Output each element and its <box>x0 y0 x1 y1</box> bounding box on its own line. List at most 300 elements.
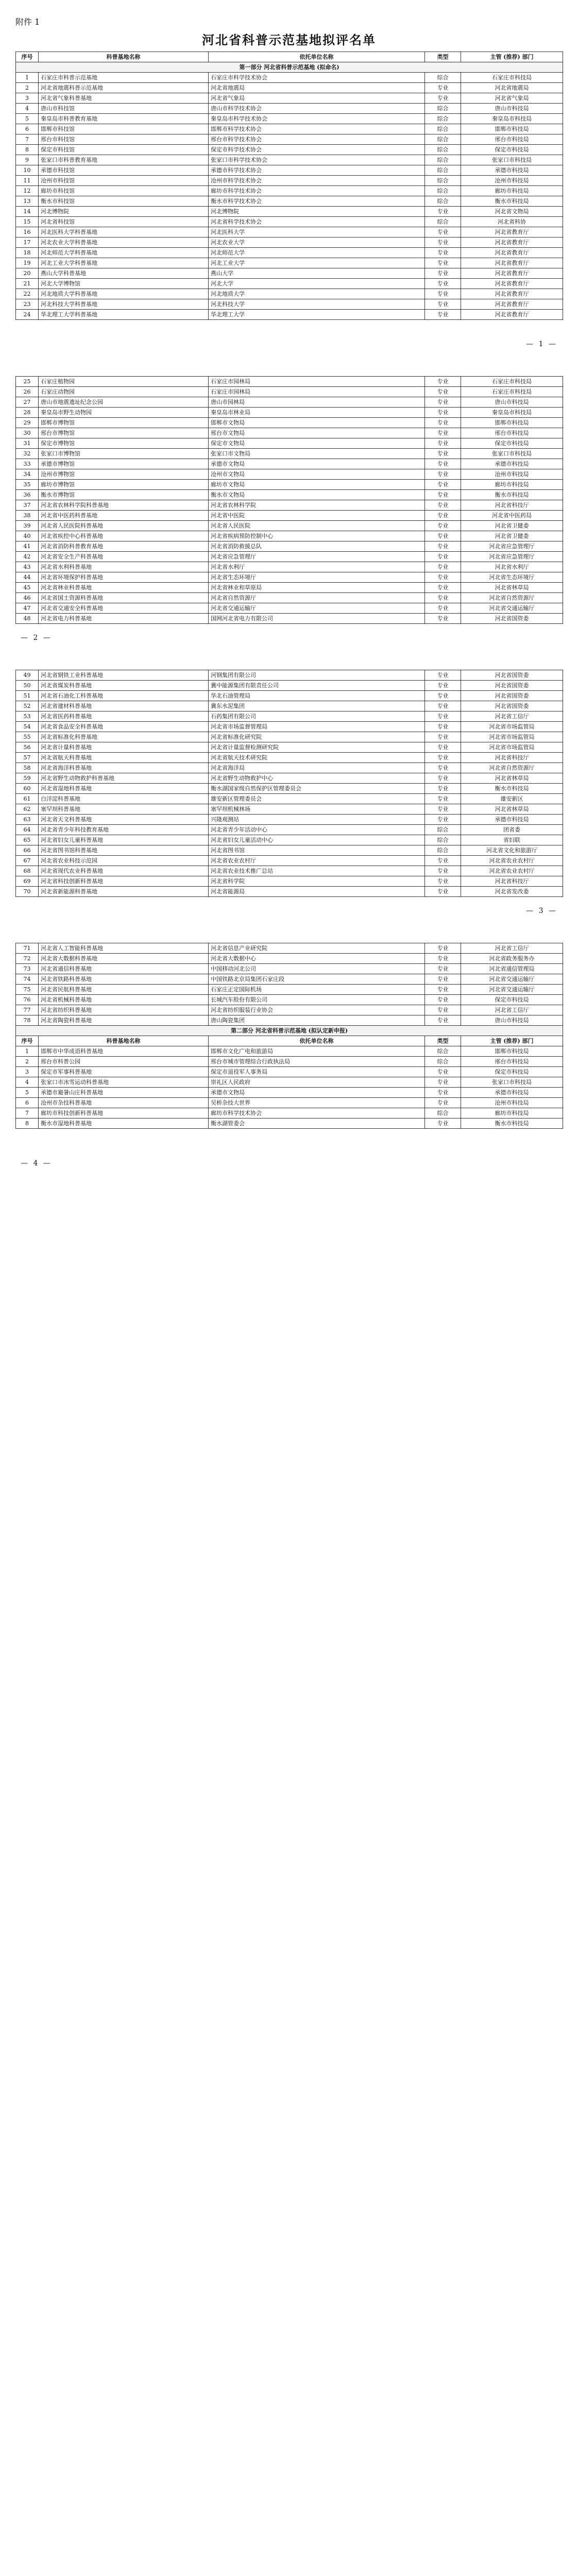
table-header-row <box>16 52 563 62</box>
cell-type: 综合 <box>425 1046 461 1057</box>
cell-type: 专业 <box>425 238 461 248</box>
cell-no: 75 <box>16 985 39 995</box>
cell-type: 综合 <box>425 1108 461 1118</box>
cell-org: 衡水湖国家级自然保护区管理委员会 <box>209 784 425 794</box>
cell-no: 60 <box>16 784 39 794</box>
cell-type: 专业 <box>425 449 461 459</box>
table-row <box>16 1046 563 1057</box>
cell-dept: 张家口市科技局 <box>461 449 563 459</box>
cell-org: 衡水湖管委会 <box>209 1118 425 1129</box>
cell-org: 河北省科学院 <box>209 876 425 887</box>
cell-name: 河北省野生动物救护科普基地 <box>39 773 209 784</box>
table-row <box>16 83 563 93</box>
cell-name: 石家庄动物园 <box>39 387 209 397</box>
cell-type: 综合 <box>425 134 461 145</box>
cell-no: 23 <box>16 299 39 310</box>
cell-org: 冀中能源集团有限责任公司 <box>209 681 425 691</box>
cell-no: 71 <box>16 943 39 954</box>
cell-type: 综合 <box>425 825 461 835</box>
cell-type: 综合 <box>425 155 461 165</box>
cell-dept: 河北省林草局 <box>461 804 563 815</box>
table-row <box>16 438 563 449</box>
cell-no: 13 <box>16 196 39 207</box>
cell-org: 河北科技大学 <box>209 299 425 310</box>
table-row <box>16 449 563 459</box>
cell-type: 专业 <box>425 964 461 974</box>
cell-org: 石家庄正定国际机场 <box>209 985 425 995</box>
table-row <box>16 773 563 784</box>
cell-org: 河北省市场监督管理局 <box>209 722 425 732</box>
cell-no: 21 <box>16 279 39 289</box>
table-row <box>16 711 563 722</box>
cell-name: 河北师范大学科普基地 <box>39 248 209 258</box>
cell-type: 综合 <box>425 145 461 155</box>
cell-org: 河北省青少年活动中心 <box>209 825 425 835</box>
cell-org: 廊坊市科学技术协会 <box>209 186 425 196</box>
cell-type: 专业 <box>425 691 461 701</box>
cell-dept: 廊坊市科技局 <box>461 186 563 196</box>
cell-no: 22 <box>16 289 39 299</box>
cell-dept: 河北省工信厅 <box>461 1005 563 1015</box>
table-row <box>16 165 563 176</box>
table-row <box>16 258 563 268</box>
cell-name: 河北省医药科普基地 <box>39 711 209 722</box>
cell-org: 河北省信息产业研究院 <box>209 943 425 954</box>
cell-type: 专业 <box>425 866 461 876</box>
cell-no: 78 <box>16 1015 39 1026</box>
cell-no: 59 <box>16 773 39 784</box>
cell-name: 保定市博物馆 <box>39 438 209 449</box>
cell-no: 29 <box>16 418 39 428</box>
cell-no: 1 <box>16 1046 39 1057</box>
cell-no: 18 <box>16 248 39 258</box>
table-row <box>16 572 563 583</box>
cell-dept: 河北省地震局 <box>461 83 563 93</box>
cell-type: 专业 <box>425 974 461 985</box>
table-row <box>16 155 563 165</box>
cell-org: 河北大学 <box>209 279 425 289</box>
cell-no: 38 <box>16 511 39 521</box>
section-title: 第一部分 河北省科普示范基地 (拟命名) <box>16 62 563 73</box>
cell-dept: 河北省气象局 <box>461 93 563 104</box>
cell-type: 专业 <box>425 794 461 804</box>
cell-org: 邢台市文物局 <box>209 428 425 438</box>
cell-name: 河北农业大学科普基地 <box>39 238 209 248</box>
cell-org: 邢台市科学技术协会 <box>209 134 425 145</box>
cell-type: 专业 <box>425 258 461 268</box>
table-row <box>16 964 563 974</box>
table-row <box>16 238 563 248</box>
cell-name: 廊坊市科技创新科普基地 <box>39 1108 209 1118</box>
cell-type: 专业 <box>425 742 461 753</box>
cell-org: 长城汽车股份有限公司 <box>209 995 425 1005</box>
cell-dept: 沧州市科技局 <box>461 176 563 186</box>
cell-dept: 河北省工信厅 <box>461 711 563 722</box>
cell-name: 河北省科技馆 <box>39 217 209 227</box>
cell-name: 河北省计量科普基地 <box>39 742 209 753</box>
table-row <box>16 196 563 207</box>
cell-type: 专业 <box>425 887 461 897</box>
cell-type: 专业 <box>425 593 461 603</box>
cell-dept: 河北省通信管理局 <box>461 964 563 974</box>
cell-type: 专业 <box>425 681 461 691</box>
cell-type: 专业 <box>425 1077 461 1088</box>
cell-type: 专业 <box>425 459 461 469</box>
cell-no: 5 <box>16 1088 39 1098</box>
table-row <box>16 974 563 985</box>
cell-org: 秦皇岛市林业局 <box>209 408 425 418</box>
table-row <box>16 268 563 279</box>
cell-no: 49 <box>16 670 39 681</box>
table-row <box>16 408 563 418</box>
cell-dept: 河北省农业农村厅 <box>461 856 563 866</box>
page-2 <box>15 376 563 624</box>
cell-org: 兴隆观测站 <box>209 815 425 825</box>
cell-type: 专业 <box>425 490 461 500</box>
cell-org: 邯郸市科学技术协会 <box>209 124 425 134</box>
cell-name: 沧州市博物馆 <box>39 469 209 480</box>
table-row <box>16 995 563 1005</box>
cell-dept: 保定市科技局 <box>461 145 563 155</box>
cell-dept: 邯郸市科技局 <box>461 1046 563 1057</box>
cell-name: 衡水市科技馆 <box>39 196 209 207</box>
cell-type: 专业 <box>425 83 461 93</box>
table-row <box>16 469 563 480</box>
table-row <box>16 670 563 681</box>
cell-dept: 河北省农业农村厅 <box>461 866 563 876</box>
table-row <box>16 207 563 217</box>
cell-name: 河北省建材科普基地 <box>39 701 209 711</box>
cell-dept: 承德市科技局 <box>461 459 563 469</box>
cell-org: 承德市文物局 <box>209 459 425 469</box>
cell-no: 34 <box>16 469 39 480</box>
cell-dept: 河北省应急管理厅 <box>461 541 563 552</box>
table-row <box>16 1077 563 1088</box>
cell-name: 河北大学博物馆 <box>39 279 209 289</box>
cell-org: 河北省能源局 <box>209 887 425 897</box>
cell-no: 8 <box>16 145 39 155</box>
table-row <box>16 227 563 238</box>
table-row <box>16 784 563 794</box>
cell-name: 河北省安全生产科普基地 <box>39 552 209 562</box>
cell-type: 专业 <box>425 753 461 763</box>
cell-no: 4 <box>16 104 39 114</box>
table-row <box>16 1088 563 1098</box>
cell-org: 河北省林业和草原局 <box>209 583 425 593</box>
header-dept: 主管 (推荐) 部门 <box>461 52 563 62</box>
cell-dept: 秦皇岛市科技局 <box>461 408 563 418</box>
cell-dept: 河北省教育厅 <box>461 238 563 248</box>
cell-org: 唐山市园林局 <box>209 397 425 408</box>
cell-org: 河北省科学技术协会 <box>209 217 425 227</box>
cell-name: 河北省海洋科普基地 <box>39 763 209 773</box>
cell-org: 张家口市科学技术协会 <box>209 155 425 165</box>
header-name: 科普基地名称 <box>39 52 209 62</box>
table-header-row <box>16 1036 563 1046</box>
cell-type: 专业 <box>425 521 461 531</box>
table-row <box>16 732 563 742</box>
cell-org: 邢台市城市管理综合行政执法局 <box>209 1057 425 1067</box>
cell-type: 专业 <box>425 377 461 387</box>
header-dept: 主管 (推荐) 部门 <box>461 1036 563 1046</box>
table-row <box>16 397 563 408</box>
header-name: 科普基地名称 <box>39 1036 209 1046</box>
cell-no: 65 <box>16 835 39 845</box>
header-no: 序号 <box>16 1036 39 1046</box>
table-row <box>16 480 563 490</box>
cell-org: 河北省中医院 <box>209 511 425 521</box>
cell-dept: 河北省生态环境厅 <box>461 572 563 583</box>
table-row <box>16 887 563 897</box>
cell-dept: 河北省教育厅 <box>461 279 563 289</box>
cell-type: 专业 <box>425 804 461 815</box>
cell-org: 石药集团有限公司 <box>209 711 425 722</box>
cell-type: 专业 <box>425 1118 461 1129</box>
cell-org: 河北省地震局 <box>209 83 425 93</box>
cell-name: 衡水市博物馆 <box>39 490 209 500</box>
cell-dept: 河北省交通运输厅 <box>461 985 563 995</box>
cell-no: 74 <box>16 974 39 985</box>
cell-name: 河北省新能源科普基地 <box>39 887 209 897</box>
cell-dept: 承德市科技局 <box>461 815 563 825</box>
cell-name: 河北省图书馆科普基地 <box>39 845 209 856</box>
cell-org: 保定市文物局 <box>209 438 425 449</box>
cell-dept: 河北省中医药局 <box>461 511 563 521</box>
cell-no: 20 <box>16 268 39 279</box>
cell-no: 55 <box>16 732 39 742</box>
cell-type: 专业 <box>425 279 461 289</box>
cell-org: 冀东水泥集团 <box>209 701 425 711</box>
cell-org: 河北省自然资源厅 <box>209 593 425 603</box>
cell-org: 河北省农业农村厅 <box>209 856 425 866</box>
cell-no: 17 <box>16 238 39 248</box>
cell-no: 26 <box>16 387 39 397</box>
cell-no: 68 <box>16 866 39 876</box>
cell-org: 河北农业大学 <box>209 238 425 248</box>
cell-org: 河钢集团有限公司 <box>209 670 425 681</box>
cell-org: 河北省计量监督检测研究院 <box>209 742 425 753</box>
cell-type: 专业 <box>425 711 461 722</box>
cell-name: 河北省疾控中心科普基地 <box>39 531 209 541</box>
cell-name: 廊坊市科技馆 <box>39 186 209 196</box>
table-body <box>16 943 563 1026</box>
cell-name: 邢台市博物馆 <box>39 428 209 438</box>
cell-no: 70 <box>16 887 39 897</box>
table-row <box>16 310 563 320</box>
table-row <box>16 279 563 289</box>
cell-no: 2 <box>16 83 39 93</box>
table-page-1 <box>15 52 563 320</box>
cell-org: 河北省图书馆 <box>209 845 425 856</box>
cell-org: 保定市科学技术协会 <box>209 145 425 155</box>
cell-org: 邯郸市文化广电和旅游局 <box>209 1046 425 1057</box>
cell-dept: 河北省自然资源厅 <box>461 763 563 773</box>
cell-name: 河北省通信科普基地 <box>39 964 209 974</box>
cell-org: 河北省妇女儿童活动中心 <box>209 835 425 845</box>
cell-no: 1 <box>16 73 39 83</box>
page-number: — 4 — <box>21 1159 52 1167</box>
cell-name: 河北省食品安全科普基地 <box>39 722 209 732</box>
cell-name: 沧州市科技馆 <box>39 176 209 186</box>
cell-org: 燕山大学 <box>209 268 425 279</box>
cell-dept: 张家口市科技局 <box>461 1077 563 1088</box>
cell-no: 37 <box>16 500 39 511</box>
cell-dept: 雄安新区 <box>461 794 563 804</box>
cell-org: 河北省纺织服装行业协会 <box>209 1005 425 1015</box>
table-row <box>16 866 563 876</box>
cell-no: 50 <box>16 681 39 691</box>
cell-type: 专业 <box>425 562 461 572</box>
table-row <box>16 145 563 155</box>
cell-no: 32 <box>16 449 39 459</box>
cell-name: 河北省电力科普基地 <box>39 614 209 624</box>
cell-type: 专业 <box>425 531 461 541</box>
cell-dept: 承德市科技局 <box>461 1088 563 1098</box>
cell-dept: 河北省教育厅 <box>461 258 563 268</box>
cell-dept: 保定市科技局 <box>461 995 563 1005</box>
cell-dept: 石家庄市科技局 <box>461 377 563 387</box>
cell-dept: 河北省林草局 <box>461 773 563 784</box>
cell-no: 12 <box>16 186 39 196</box>
table-row <box>16 500 563 511</box>
cell-name: 河北省环境保护科普基地 <box>39 572 209 583</box>
cell-dept: 河北省国资委 <box>461 614 563 624</box>
cell-type: 专业 <box>425 701 461 711</box>
cell-org: 河北省大数据中心 <box>209 954 425 964</box>
cell-name: 河北省科技创新科普基地 <box>39 876 209 887</box>
cell-dept: 河北省科技厅 <box>461 500 563 511</box>
table-body <box>16 73 563 320</box>
cell-no: 6 <box>16 124 39 134</box>
cell-org: 河北地质大学 <box>209 289 425 299</box>
cell-org: 邯郸市文物局 <box>209 418 425 428</box>
cell-dept: 廊坊市科技局 <box>461 1108 563 1118</box>
table-row <box>16 562 563 572</box>
cell-type: 专业 <box>425 511 461 521</box>
cell-type: 专业 <box>425 387 461 397</box>
cell-dept: 河北省卫健委 <box>461 521 563 531</box>
cell-org: 河北省农业技术推广总站 <box>209 866 425 876</box>
cell-type: 专业 <box>425 408 461 418</box>
table-page-3 <box>15 670 563 897</box>
cell-org: 石家庄市园林局 <box>209 387 425 397</box>
cell-dept: 河北省科技厅 <box>461 876 563 887</box>
cell-org: 河北省疾病预防控制中心 <box>209 531 425 541</box>
section-title: 第二部分 河北省科普示范基地 (拟认定新申报) <box>16 1026 563 1036</box>
cell-name: 河北省妇女儿童科普基地 <box>39 835 209 845</box>
cell-dept: 河北省市场监管局 <box>461 742 563 753</box>
table-row <box>16 387 563 397</box>
cell-dept: 河北省卫健委 <box>461 531 563 541</box>
cell-org: 河北省应急管理厅 <box>209 552 425 562</box>
cell-dept: 河北省科协 <box>461 217 563 227</box>
cell-org: 河北省航天技术研究院 <box>209 753 425 763</box>
cell-type: 专业 <box>425 299 461 310</box>
cell-no: 14 <box>16 207 39 217</box>
cell-org: 河北省交通运输厅 <box>209 603 425 614</box>
cell-name: 河北地质大学科普基地 <box>39 289 209 299</box>
cell-no: 42 <box>16 552 39 562</box>
table-row <box>16 114 563 124</box>
table-row <box>16 289 563 299</box>
cell-no: 7 <box>16 1108 39 1118</box>
cell-dept: 河北省国资委 <box>461 681 563 691</box>
cell-type: 专业 <box>425 773 461 784</box>
cell-name: 河北省林业科普基地 <box>39 583 209 593</box>
cell-org: 塞罕坝机械林场 <box>209 804 425 815</box>
cell-no: 45 <box>16 583 39 593</box>
cell-type: 专业 <box>425 722 461 732</box>
table-row <box>16 521 563 531</box>
cell-org: 中国移动河北公司 <box>209 964 425 974</box>
cell-name: 河北省陶瓷科普基地 <box>39 1015 209 1026</box>
cell-type: 专业 <box>425 397 461 408</box>
cell-type: 专业 <box>425 583 461 593</box>
table-row <box>16 1067 563 1077</box>
cell-type: 专业 <box>425 289 461 299</box>
page-1 <box>15 52 563 320</box>
cell-no: 31 <box>16 438 39 449</box>
cell-no: 11 <box>16 176 39 186</box>
cell-dept: 邯郸市科技局 <box>461 418 563 428</box>
cell-dept: 河北省交通运输厅 <box>461 603 563 614</box>
cell-no: 7 <box>16 134 39 145</box>
table-row <box>16 428 563 438</box>
table-row <box>16 583 563 593</box>
page-3 <box>15 670 563 897</box>
cell-name: 沧州市杂技科普基地 <box>39 1098 209 1108</box>
cell-type: 综合 <box>425 196 461 207</box>
cell-name: 河北省湿地科普基地 <box>39 784 209 794</box>
cell-no: 62 <box>16 804 39 815</box>
cell-type: 专业 <box>425 985 461 995</box>
page-number: — 1 — <box>526 340 557 348</box>
table-row <box>16 248 563 258</box>
cell-type: 专业 <box>425 1098 461 1108</box>
cell-dept: 河北省工信厅 <box>461 943 563 954</box>
cell-dept: 唐山市科技局 <box>461 397 563 408</box>
cell-dept: 石家庄市科技局 <box>461 73 563 83</box>
cell-no: 33 <box>16 459 39 469</box>
cell-name: 河北省农业科技示范园 <box>39 856 209 866</box>
cell-type: 专业 <box>425 670 461 681</box>
cell-dept: 河北省教育厅 <box>461 248 563 258</box>
cell-dept: 沧州市科技局 <box>461 1098 563 1108</box>
table-body <box>16 670 563 897</box>
cell-no: 4 <box>16 1077 39 1088</box>
cell-type: 综合 <box>425 186 461 196</box>
cell-name: 河北省大数据科普基地 <box>39 954 209 964</box>
cell-org: 河北省水利厅 <box>209 562 425 572</box>
cell-name: 河北省中医药科普基地 <box>39 511 209 521</box>
cell-dept: 河北省国资委 <box>461 691 563 701</box>
cell-no: 27 <box>16 397 39 408</box>
cell-org: 崇礼区人民政府 <box>209 1077 425 1088</box>
cell-no: 28 <box>16 408 39 418</box>
cell-org: 沧州市文物局 <box>209 469 425 480</box>
cell-dept: 河北省自然资源厅 <box>461 593 563 603</box>
table-row <box>16 73 563 83</box>
cell-no: 69 <box>16 876 39 887</box>
cell-dept: 河北省水利厅 <box>461 562 563 572</box>
cell-dept: 石家庄市科技局 <box>461 387 563 397</box>
cell-name: 河北省铁路科普基地 <box>39 974 209 985</box>
cell-type: 综合 <box>425 845 461 856</box>
cell-type: 专业 <box>425 603 461 614</box>
cell-type: 专业 <box>425 438 461 449</box>
cell-type: 专业 <box>425 815 461 825</box>
cell-type: 专业 <box>425 268 461 279</box>
